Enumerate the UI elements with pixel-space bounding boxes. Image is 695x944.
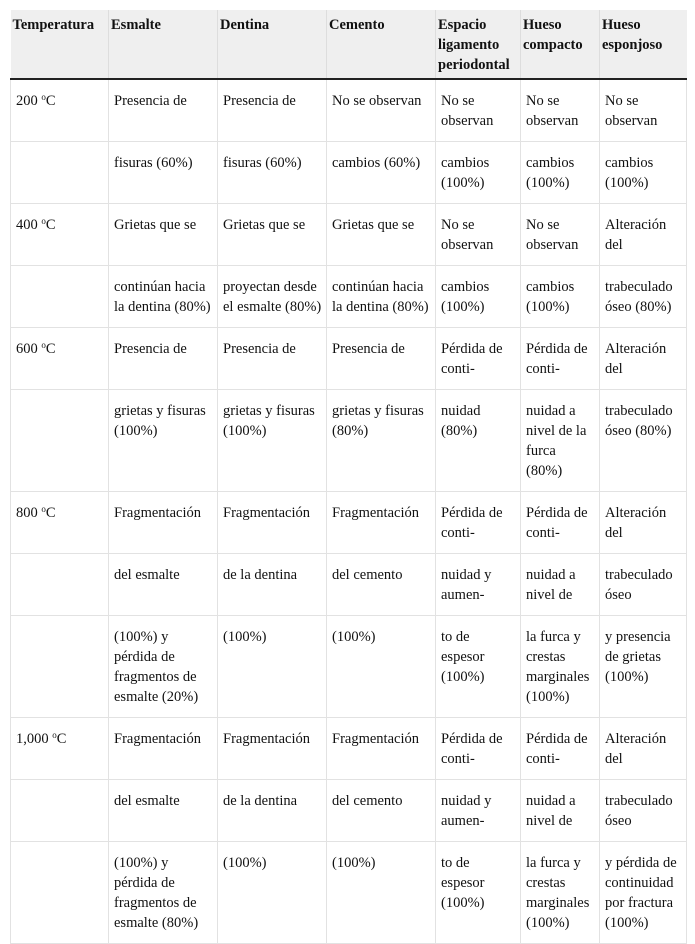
temperature-cell xyxy=(11,616,109,718)
table-cell: nuidad a nivel de la furca (80%) xyxy=(521,390,600,492)
table-cell: de la dentina xyxy=(218,780,327,842)
table-cell: del esmalte xyxy=(109,554,218,616)
table-cell: Fragmentación xyxy=(109,492,218,554)
table-cell: No se observan xyxy=(521,204,600,266)
table-cell: Alteración del xyxy=(600,718,687,780)
temperature-unit: C xyxy=(45,217,56,233)
header-cemento: Cemento xyxy=(327,10,436,79)
table-cell: proyectan desde el esmalte (80%) xyxy=(218,266,327,328)
temperature-cell xyxy=(11,718,109,780)
temperature-value: 600 xyxy=(16,341,42,357)
header-dentina: Dentina xyxy=(218,10,327,79)
table-row xyxy=(11,390,687,492)
temperature-value: 800 xyxy=(16,505,42,521)
degree-sign: o xyxy=(52,730,57,740)
header-espacio-ligamento: Espacio ligamento periodontal xyxy=(436,10,521,79)
table-cell: continúan hacia la dentina (80%) xyxy=(109,266,218,328)
table-cell: y pérdida de continuidad por fractura (100%) xyxy=(600,842,687,944)
table-cell: nuidad a nivel de xyxy=(521,554,600,616)
table-row xyxy=(11,79,687,142)
table-cell: nuidad y aumen- xyxy=(436,554,521,616)
table-cell: Presencia de xyxy=(327,328,436,390)
table-cell: Pérdida de conti- xyxy=(521,328,600,390)
table-cell: nuidad (80%) xyxy=(436,390,521,492)
table-cell: Alteración del xyxy=(600,204,687,266)
temperature-cell xyxy=(11,842,109,944)
degree-sign: o xyxy=(41,92,46,102)
table-cell: (100%) xyxy=(327,616,436,718)
table-cell: grietas y fisuras (100%) xyxy=(109,390,218,492)
temperature-cell xyxy=(11,492,109,554)
temperature-unit: C xyxy=(45,93,56,109)
table-cell: del cemento xyxy=(327,780,436,842)
table-cell: Pérdida de conti- xyxy=(436,328,521,390)
table-cell: Fragmentación xyxy=(109,718,218,780)
table-row xyxy=(11,492,687,554)
table-cell: Alteración del xyxy=(600,328,687,390)
table-cell: Pérdida de conti- xyxy=(521,492,600,554)
temperature-cell xyxy=(11,328,109,390)
table-cell: (100%) xyxy=(218,616,327,718)
table-cell: Alteración del xyxy=(600,492,687,554)
table-cell: cambios (100%) xyxy=(521,142,600,204)
temperature-unit: C xyxy=(56,731,67,747)
header-hueso-compacto: Hueso compacto xyxy=(521,10,600,79)
table-cell: No se observan xyxy=(327,79,436,142)
temperature-cell xyxy=(11,554,109,616)
table-row xyxy=(11,718,687,780)
table-cell: Fragmentación xyxy=(327,718,436,780)
table-cell: Fragmentación xyxy=(327,492,436,554)
header-hueso-esponjoso: Hueso esponjoso xyxy=(600,10,687,79)
table-row xyxy=(11,266,687,328)
temperature-cell xyxy=(11,204,109,266)
table-cell: No se observan xyxy=(600,79,687,142)
temperature-value: 200 xyxy=(16,93,42,109)
table-row xyxy=(11,780,687,842)
results-table xyxy=(10,10,687,944)
table-cell: la furca y crestas marginales (100%) xyxy=(521,842,600,944)
table-cell: grietas y fisuras (80%) xyxy=(327,390,436,492)
table-cell: la furca y crestas marginales (100%) xyxy=(521,616,600,718)
table-cell: Grietas que se xyxy=(218,204,327,266)
table-cell: Pérdida de conti- xyxy=(436,492,521,554)
table-cell: Fragmentación xyxy=(218,492,327,554)
table-cell: cambios (60%) xyxy=(327,142,436,204)
temperature-unit: C xyxy=(45,341,56,357)
table-cell: Presencia de xyxy=(109,328,218,390)
degree-sign: o xyxy=(41,340,46,350)
header-row xyxy=(11,10,687,79)
table-cell: del esmalte xyxy=(109,780,218,842)
table-cell: nuidad y aumen- xyxy=(436,780,521,842)
table-cell: (100%) xyxy=(327,842,436,944)
table-cell: trabeculado óseo xyxy=(600,554,687,616)
table-header xyxy=(11,10,687,79)
table-cell: Grietas que se xyxy=(109,204,218,266)
table-cell: fisuras (60%) xyxy=(109,142,218,204)
table-cell: Pérdida de conti- xyxy=(436,718,521,780)
table-cell: Fragmentación xyxy=(218,718,327,780)
table-cell: trabeculado óseo (80%) xyxy=(600,266,687,328)
temperature-value: 400 xyxy=(16,217,42,233)
table-cell: Grietas que se xyxy=(327,204,436,266)
table-row xyxy=(11,328,687,390)
temperature-unit: C xyxy=(45,505,56,521)
table-cell: de la dentina xyxy=(218,554,327,616)
table-cell: cambios (100%) xyxy=(600,142,687,204)
table-cell: (100%) y pérdida de fragmentos de esmalte (20%) xyxy=(109,616,218,718)
table-cell: y presencia de grietas (100%) xyxy=(600,616,687,718)
table-row xyxy=(11,204,687,266)
header-temperatura: Temperatura xyxy=(11,10,109,79)
table-cell: cambios (100%) xyxy=(521,266,600,328)
table-cell: continúan hacia la dentina (80%) xyxy=(327,266,436,328)
table-cell: to de espesor (100%) xyxy=(436,842,521,944)
table-cell: Presencia de xyxy=(109,79,218,142)
table-cell: cambios (100%) xyxy=(436,266,521,328)
table-cell: fisuras (60%) xyxy=(218,142,327,204)
table-cell: nuidad a nivel de xyxy=(521,780,600,842)
header-esmalte: Esmalte xyxy=(109,10,218,79)
table-cell: (100%) y pérdida de fragmentos de esmalte (80%) xyxy=(109,842,218,944)
table-cell: Presencia de xyxy=(218,328,327,390)
table-body xyxy=(11,79,687,944)
temperature-value: 1,000 xyxy=(16,731,53,747)
degree-sign: o xyxy=(41,216,46,226)
table-cell: del cemento xyxy=(327,554,436,616)
table-cell: No se observan xyxy=(436,79,521,142)
table-row xyxy=(11,842,687,944)
table-cell: No se observan xyxy=(521,79,600,142)
table-cell: (100%) xyxy=(218,842,327,944)
table-cell: No se observan xyxy=(436,204,521,266)
table-cell: cambios (100%) xyxy=(436,142,521,204)
table-row xyxy=(11,616,687,718)
table-cell: grietas y fisuras (100%) xyxy=(218,390,327,492)
temperature-cell xyxy=(11,780,109,842)
table-cell: trabeculado óseo xyxy=(600,780,687,842)
table-cell: Pérdida de conti- xyxy=(521,718,600,780)
temperature-cell xyxy=(11,79,109,142)
temperature-cell xyxy=(11,142,109,204)
table-row xyxy=(11,554,687,616)
table-cell: Presencia de xyxy=(218,79,327,142)
table-cell: trabeculado óseo (80%) xyxy=(600,390,687,492)
temperature-cell xyxy=(11,266,109,328)
table-cell: to de espesor (100%) xyxy=(436,616,521,718)
table-row xyxy=(11,142,687,204)
degree-sign: o xyxy=(41,504,46,514)
temperature-cell xyxy=(11,390,109,492)
